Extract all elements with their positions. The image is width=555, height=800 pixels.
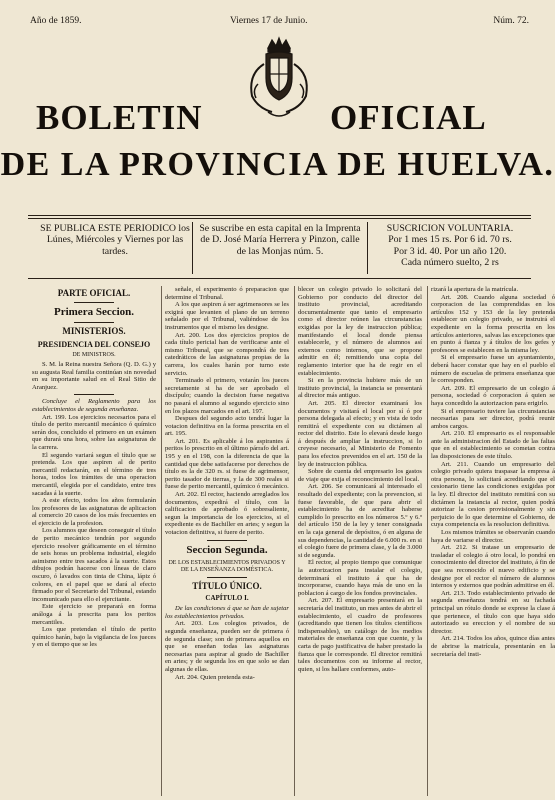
price-line-2: Por 3 id. 40. Por un año 120. — [393, 245, 507, 257]
title-province: DE LA PROVINCIA DE HUELVA. — [0, 146, 555, 183]
divider — [74, 302, 114, 303]
year-label: Año de 1859. — [30, 16, 82, 26]
paragraph: Este ejercicio se preparará en forma análoga á la prescrita para los peritos mercantiles. — [32, 603, 156, 626]
title-left: BOLETIN — [36, 98, 203, 137]
column-separator — [427, 286, 428, 796]
subscription-title: SUSCRICION VOLUNTARIA. — [386, 223, 514, 234]
paragraph: Art. 203. Los colegios privados, de segunda enseñanza, pueden ser de primera ó de segunda clase; son de primera aquellos en que se enseñan todas las asignaturas necesarias para aspirar al grado de Bachiller en artes; y de segunda los en que solo se dan algunas de ellas. — [165, 620, 289, 673]
paragraph: Art. 212. Si tratase un empresario de trasladar el colegio á otro local, lo pondrá en conocimiento del director del instituto, á fin de que sea reconocido el nuevo edificio y se designe por el rector el número de alumnos internos y externos que podrán admitirse en él. — [431, 544, 555, 590]
column-1 — [32, 286, 156, 796]
paragraph: rizará la apertura de la matrícula. — [431, 286, 519, 293]
price-line-1: Por 1 mes 15 rs. Por 6 id. 70 rs. — [388, 234, 512, 246]
heading-ministerios: MINISTERIOS. — [62, 326, 126, 336]
paragraph: Art. 199. Los ejercicios necesarios para el título de perito mercantil mecánico ó químico serán dos, concluido el primero en un exámen que durará una hora, sobre las asignaturas de la carrera. — [32, 413, 156, 451]
paragraph: Art. 207. El empresario presentará en la secretaría del instituto, un mes antes de abrir el establecimiento, el cuadro de profesores (acreditando que tienen los títulos científicos indispensables), un catálogo de los medios materiales de enseñanza con que cuente, y la carta de pago justificativa de haber prestado la fianza que le corresponde. El director remitirá tales documentos con su informe al rector, quien, si los hallare conformes, auto- — [298, 597, 422, 673]
royal-crest-icon — [238, 34, 320, 126]
paragraph: Art. 205. El director examinará los documentos y visitará el local por sí ó por persona delegada al efecto; y en vista de todo remitirá el expediente con su dictámen al rector del distrito. Este lo elevará desde luego á después de ampliar la instruccion, si lo creyese necesario, al Ministerio de Fomento para los efectos prevenidos en el art. 150 de la ley de instruccion pública. — [298, 399, 422, 468]
paragraph: Los que pretendan el título de perito químico harán, bajo la vigilancia de los jueces y en el tiempo que se les — [32, 626, 156, 649]
paragraph: Art. 201. Es aplicable á los aspirantes á peritos lo prescrito en el último párrafo del art. 195 y en el 198, con la diferencia de que la cantidad que debe satisfacerse por derechos de título es la de 320 rs. si fuese de agrimensor, perito tasador de tierras, y la de 300 reales si fuese de perito mercantil, químico ó mecánico. — [165, 437, 289, 491]
heading-capitulo: CAPÍTULO I. — [205, 593, 249, 602]
column-separator — [294, 286, 295, 796]
price-line-3: Cada número suelto, 2 rs — [401, 257, 499, 269]
title-right: OFICIAL — [330, 98, 487, 137]
italic-heading: De las condiciones á que se han de sujetar los establecimientos privados. — [165, 605, 289, 620]
paragraph: señale, el experimento ó preparacion que determine el Tribunal. — [165, 286, 289, 301]
heading-presidencia: PRESIDENCIA DEL CONSEJO — [37, 340, 151, 349]
header-rule-top — [28, 215, 531, 216]
paragraph: Art. 206. Se comunicará al interesado el resultado del expediente; con la prevencion, si fuese favorable, de que para abrir el establecimiento ha de acreditar haberse cumplido lo prescrito en los números 5.º y 6.º del artículo 150 de la ley y tener consignada en la caja general de depósitos, ó en alguna de sus dependencias, la cantidad de 6.000 rs. en si el colegio fuere de primera clase, y la de 3.000 si de segunda. — [298, 483, 422, 559]
divider — [207, 577, 247, 578]
publication-info: SE PUBLICA ESTE PERIODICO los Lúnes, Miércoles y Viernes por las tardes. — [40, 223, 190, 257]
divider — [74, 322, 114, 323]
paragraph: Art. 204. Quien pretenda esta- — [175, 673, 255, 681]
column-2 — [165, 286, 289, 796]
paragraph: A los que aspiren á ser agrimensores se les exigirá que levanten el plano de un terreno señalado por el Tribunal, valiéndose de los instrumentos que el mismo les designe. — [165, 301, 289, 331]
column-4 — [431, 286, 555, 796]
italic-heading: Concluye el Reglamento para los establecimientos de segunda enseñanza. — [32, 398, 156, 413]
heading-titulo: TÍTULO ÚNICO. — [192, 580, 262, 591]
paragraph: Si en la provincia hubiere más de un instituto provincial, la instancia se presentará al director más antiguo. — [298, 377, 422, 400]
paragraph: Si el empresario fuese un ayuntamiento, deberá hacer constar que hay en el pueblo el número de escuelas de primera enseñanza que le corresponden. — [431, 354, 555, 385]
paragraph: Los mismos trámites se observarán cuando haya de variarse el director. — [431, 529, 555, 544]
subscription-box — [370, 223, 530, 269]
info-separator-2 — [367, 222, 368, 274]
divider — [207, 540, 247, 541]
paragraph: Art. 208. Cuando alguna sociedad ó corporacion de las comprendidas en los artículos 152 y 153 de la ley pretenda establecer un colegio privado, se instruirá el expediente en la forma prescrita en los artículos anteriores, salvas las excepciones que en punto á fianza y á títulos de los gefes y profesores se establecen en la misma ley. — [431, 293, 555, 354]
header-rule-bottom — [28, 278, 531, 279]
section-primera: Primera Seccion. — [53, 306, 135, 318]
column-separator — [161, 286, 162, 796]
paragraph: Art. 211. Cuando un empresario del colegio privado quiera traspasar la empresa á otra persona, lo solicitará acreditando que el cesionario tiene las condiciones exigidas por la ley. El director del instituto remitirá con su dictámen la instancia al rector, quien podrá autorizar la cesion provisionalmente y sin perjuicio de lo que determine el Gobierno, de cuya competencia es la resolucion definitiva. — [431, 460, 555, 529]
paragraph: Si el empresario tuviere las circunstancias necesarias para ser director, podrá reunir ambos cargos. — [431, 407, 555, 430]
paragraph: Art. 214. Todos los años, quince días antes de abrirse la matrícula, presentarán en la secretaría del insti- — [431, 635, 555, 658]
header-rule-top-2 — [28, 218, 531, 219]
paragraph: Art. 210. El empresario es el responsable ante la administracion del Estado de las faltas que en el establecimiento se cometan contra las disposiciones de este título. — [431, 430, 555, 461]
divider — [74, 394, 114, 395]
paragraph: Terminado el primero, votarán los jueces secretamente si ha de ser aprobado el discípulo; cuando la decision fuese negativa no pasará el alumno al segundo ejercicio sino en los plazos marcados en el art. 197. — [165, 377, 289, 415]
issue-number: Núm. 72. — [493, 16, 529, 26]
paragraph: Despues del segundo acto tendrá lugar la votacion definitiva en la forma prescrita en el art. 195. — [165, 415, 289, 438]
paragraph: S. M. la Reina nuestra Señora (Q. D. G.) y su augusta Real familia continúan sin novedad en su importante salud en el Real Sitio de Aranjuez. — [32, 361, 156, 391]
paragraph: El segundo variará segun el título que se pretenda. Los que aspiren al de perito mercantil redactarán, en el término de tres horas, todos los trámites de una operacion mercantil, elegida por el candidato, entre tres sacadas á la suerte. — [32, 451, 156, 497]
paragraph: blecer un colegio privado lo solicitará del Gobierno por conducto del director del instituto provincial, acreditando documentalmente que tanto el empresario como el director reúnen las circunstancias exigidas por la ley de instruccion pública; manifestando el local donde piensa establecerle, y el número de alumnos así externos como internos, que se propone admitir en él; remitiendo una copia del reglamento interior que ha de regir en el establecimiento. — [298, 286, 422, 377]
masthead-top-line — [30, 16, 529, 30]
paragraph: Los alumnos que deseen conseguir el título de perito mecánico tendrán por segundo ejercicio resolver gráficamente en el término de seis horas un problema industrial, elegido asimismo entre tres sacados á la suerte. Estos dibujos podrán hacerse con líneas de claro oscuro, ó lavados con tinta de China, lápiz ó colores, en el papel que se dará al efecto firmado por el Secretario del Tribunal, estando incomunicado para ello el ejercitante. — [32, 527, 156, 603]
date-label: Viernes 17 de Junio. — [230, 16, 308, 26]
section-parte-oficial: PARTE OFICIAL. — [57, 288, 131, 298]
paragraph: Sobre de cuenta del empresario los gastos de viaje que exija el reconocimiento del local. — [298, 468, 422, 483]
paragraph: Art. 200. Los dos ejercicios propios de cada título pericial han de verificarse ante el mismo Tribunal, que se compondrá de tres catedráticos de las asignaturas propias de la carrera, los cuales harán por turno este servicio. — [165, 331, 289, 377]
paragraph: Art. 202. El rector, haciendo arreglados los documentos, expedirá el título, con la calificacion de aprobado ó sobresaliente, segun la importancia de los ejercicios, si el expediente es de Bachiller en artes; y segun la votacion definitiva, si fuere de perito. — [165, 491, 289, 536]
section-segunda: Seccion Segunda. — [186, 543, 268, 556]
heading-de-ministros: DE MINISTROS. — [72, 352, 116, 358]
column-3 — [298, 286, 422, 796]
paragraph: A este efecto, todos los años formularán los profesores de las asignaturas de aplicacion al comercio 20 casos de los más frecuentes en el ejercicio de la profesion. — [32, 497, 156, 527]
paragraph: Art. 213. Todo establecimiento privado de segunda enseñanza tendrá en su fachada principal un rótulo donde se exprese la clase á que pertenece, el título con que haya sido autorizado su ereccion y el nombre de su director. — [431, 589, 555, 635]
paragraph: Art. 209. El empresario de un colegio á persona, sociedad ó corporacion á quien se haya concedido la autorizacion para erigirlo. — [431, 384, 555, 407]
info-separator-1 — [192, 222, 193, 274]
subscription-place: Se suscribe en esta capital en la Imprenta de D. José María Herrera y Pinzon, calle de las Monjas núm. 5. — [199, 223, 361, 257]
paragraph: El rector, al propio tiempo que comunique la autorizacion para instalar el colegio, determinará el instituto á que ha de incorporarse, cuando haya más de uno en la poblacion á cargo de los fondos provinciales. — [298, 559, 422, 597]
section-subtitle: DE LOS ESTABLECIMIENTOS PRIVADOS Y DE LA ENSEÑANZA DOMÉSTICA. — [168, 559, 286, 573]
